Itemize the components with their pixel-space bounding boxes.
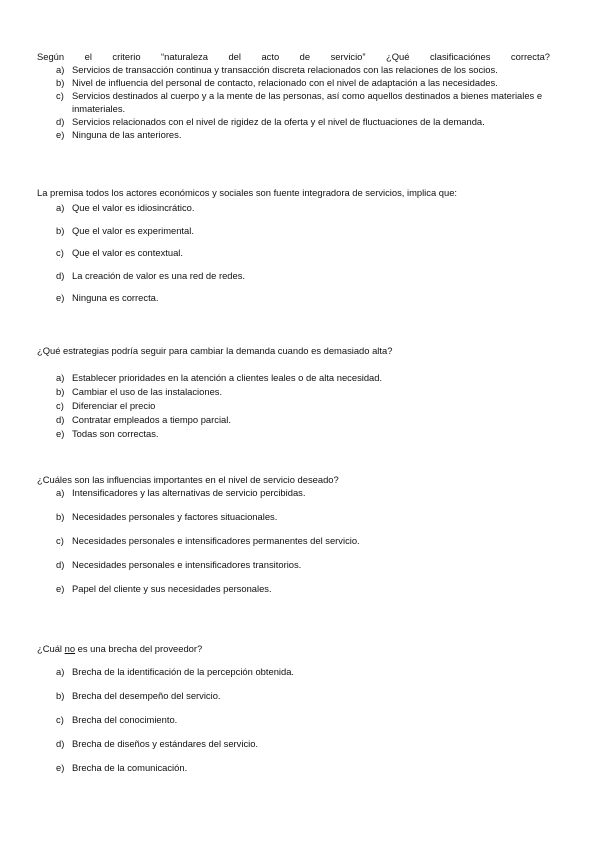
option-text: Contratar empleados a tiempo parcial. bbox=[72, 414, 231, 425]
option-text: Brecha de diseños y estándares del servicio. bbox=[72, 738, 259, 749]
option-4d[interactable] bbox=[37, 558, 550, 571]
option-letter: c) bbox=[56, 714, 64, 725]
option-3c[interactable] bbox=[37, 399, 550, 412]
question-2-options bbox=[37, 201, 550, 304]
option-text: La creación de valor es una red de redes. bbox=[72, 269, 246, 281]
option-5b[interactable] bbox=[37, 689, 550, 702]
question-5 bbox=[37, 642, 550, 774]
stem-text: es una brecha del proveedor? bbox=[75, 643, 203, 654]
option-text: Brecha del desempeño del servicio. bbox=[72, 690, 221, 701]
option-text: Intensificadores y las alternativas de servicio percibidas. bbox=[72, 487, 306, 498]
question-4-stem: ¿Cuáles son las influencias importantes en el nivel de servicio deseado? bbox=[37, 474, 339, 485]
question-3 bbox=[37, 344, 550, 440]
option-text: Cambiar el uso de las instalaciones. bbox=[72, 386, 223, 397]
option-text: Ninguna de las anteriores. bbox=[72, 129, 182, 140]
option-1a[interactable] bbox=[37, 63, 550, 76]
question-3-stem: ¿Qué estrategias podría seguir para cambiar la demanda cuando es demasiado alta? bbox=[37, 345, 393, 356]
question-3-options bbox=[37, 371, 550, 440]
question-4 bbox=[37, 473, 550, 595]
option-2e[interactable] bbox=[37, 291, 550, 304]
option-letter: e) bbox=[56, 129, 65, 140]
question-1-options bbox=[37, 63, 550, 141]
option-text: Todas son correctas. bbox=[72, 428, 159, 439]
option-3d[interactable] bbox=[37, 413, 550, 426]
option-3b[interactable] bbox=[37, 385, 550, 398]
option-letter: e) bbox=[56, 583, 65, 594]
option-text: Servicios destinados al cuerpo y a la mente de las personas, así como aquellos destinados a bienes materiales e inmateriales. bbox=[72, 90, 543, 114]
option-text: Necesidades personales e intensificadores permanentes del servicio. bbox=[72, 535, 360, 546]
option-letter: d) bbox=[56, 269, 65, 281]
option-5a[interactable] bbox=[37, 665, 550, 678]
option-letter: b) bbox=[56, 511, 65, 522]
option-letter: d) bbox=[56, 559, 65, 570]
option-4c[interactable] bbox=[37, 534, 550, 547]
question-1 bbox=[37, 50, 550, 141]
option-3a[interactable] bbox=[37, 371, 550, 384]
option-text: Nivel de influencia del personal de contacto, relacionado con el nivel de adaptación a las necesidades. bbox=[72, 77, 498, 88]
option-letter: d) bbox=[56, 116, 65, 127]
option-1e[interactable] bbox=[37, 128, 550, 141]
option-letter: a) bbox=[56, 202, 65, 213]
option-text: Necesidades personales y factores situacionales. bbox=[72, 511, 278, 522]
option-letter: c) bbox=[56, 535, 64, 546]
option-1b[interactable] bbox=[37, 76, 550, 89]
question-5-options bbox=[37, 665, 550, 774]
option-text: Que el valor es idiosincrático. bbox=[72, 202, 195, 213]
option-5e[interactable] bbox=[37, 761, 550, 774]
option-letter: b) bbox=[56, 224, 65, 236]
option-letter: b) bbox=[56, 386, 65, 397]
stem-emphasis: no bbox=[64, 643, 76, 654]
question-5-stem bbox=[37, 642, 550, 655]
question-2-stem: La premisa todos los actores económicos y sociales son fuente integradora de servicios, implica que: bbox=[37, 187, 458, 198]
option-letter: d) bbox=[56, 738, 65, 749]
option-letter: c) bbox=[56, 247, 64, 258]
option-text: Brecha de la identificación de la percepción obtenida. bbox=[72, 666, 295, 677]
option-letter: a) bbox=[56, 666, 65, 677]
option-1d[interactable] bbox=[37, 115, 550, 128]
option-2a[interactable] bbox=[37, 201, 550, 214]
option-letter: e) bbox=[56, 428, 65, 439]
option-4e[interactable] bbox=[37, 582, 550, 595]
question-4-options bbox=[37, 486, 550, 595]
question-2 bbox=[37, 186, 550, 304]
option-2c[interactable] bbox=[37, 246, 550, 259]
option-text: Necesidades personales e intensificadores transitorios. bbox=[72, 559, 302, 570]
option-text: Servicios relacionados con el nivel de rigidez de la oferta y el nivel de fluctuaciones de la demanda. bbox=[72, 116, 485, 127]
option-text: Brecha de la comunicación. bbox=[72, 762, 188, 773]
option-4a[interactable] bbox=[37, 486, 550, 499]
option-letter: a) bbox=[56, 64, 65, 75]
option-text: Servicios de transacción continua y transacción discreta relacionados con las relaciones de los socios. bbox=[72, 64, 498, 75]
option-text: Que el valor es experimental. bbox=[72, 224, 194, 236]
option-2d[interactable] bbox=[37, 269, 550, 282]
question-1-stem: Según el criterio “naturaleza del acto de servicio” ¿Qué clasificaciónes correcta? bbox=[37, 51, 550, 62]
option-text: Brecha del conocimiento. bbox=[72, 714, 178, 725]
option-2b[interactable] bbox=[37, 224, 550, 237]
option-letter: e) bbox=[56, 762, 65, 773]
stem-text: ¿Cuál bbox=[37, 643, 65, 654]
option-letter: e) bbox=[56, 292, 65, 303]
option-text: Diferenciar el precio bbox=[72, 400, 156, 411]
option-letter: d) bbox=[56, 414, 65, 425]
option-letter: b) bbox=[56, 77, 65, 88]
option-1c[interactable] bbox=[37, 89, 550, 115]
option-text: Ninguna es correcta. bbox=[72, 292, 159, 303]
option-letter: b) bbox=[56, 690, 65, 701]
option-4b[interactable] bbox=[37, 510, 550, 523]
option-letter: c) bbox=[56, 90, 64, 101]
option-text: Establecer prioridades en la atención a clientes leales o de alta necesidad. bbox=[72, 372, 383, 383]
option-text: Que el valor es contextual. bbox=[72, 247, 183, 258]
option-letter: a) bbox=[56, 372, 65, 383]
option-3e[interactable] bbox=[37, 427, 550, 440]
option-text: Papel del cliente y sus necesidades personales. bbox=[72, 583, 272, 594]
option-letter: a) bbox=[56, 487, 65, 498]
option-letter: c) bbox=[56, 400, 64, 411]
option-5d[interactable] bbox=[37, 737, 550, 750]
option-5c[interactable] bbox=[37, 713, 550, 726]
